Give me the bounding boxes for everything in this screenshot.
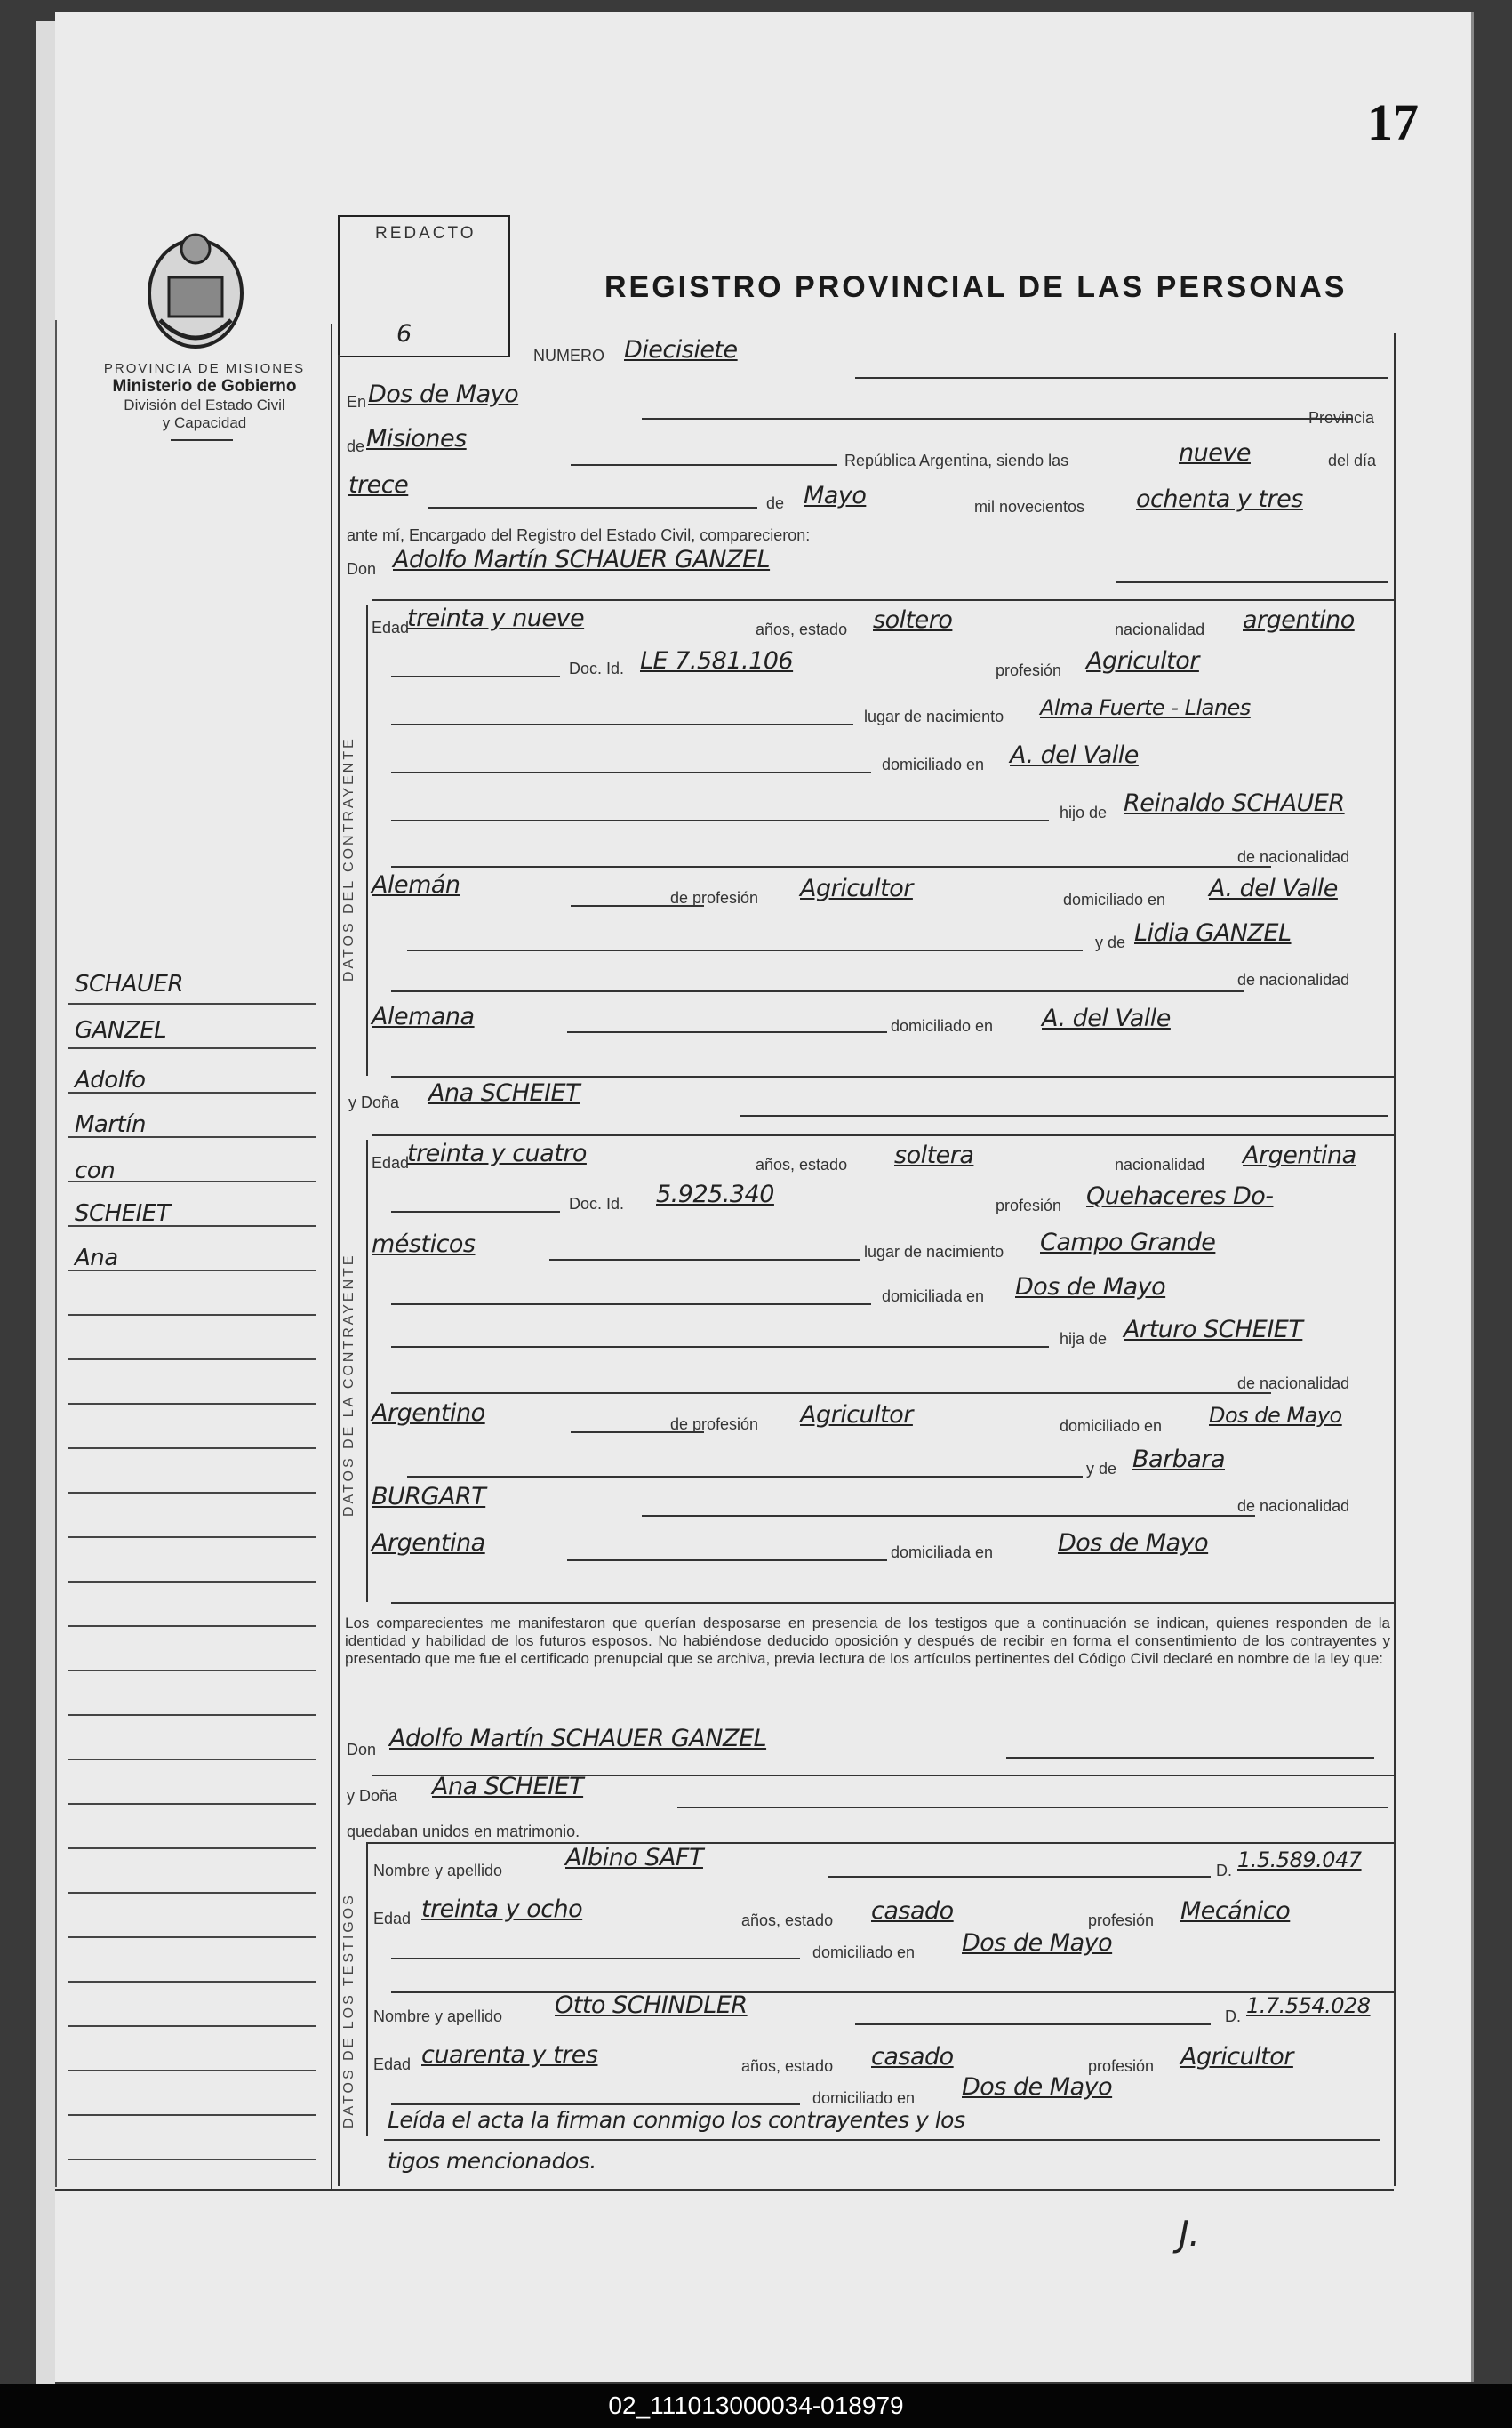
doc-value: LE 7.581.106 [640, 647, 794, 675]
fill-line [407, 1476, 1083, 1478]
madre-name: Lidia GANZEL [1134, 919, 1292, 947]
t2-doc-label: D. [1225, 2007, 1241, 2025]
t2-domicilio: Dos de Mayo [962, 2073, 1113, 2101]
document-page [55, 12, 1474, 2382]
margin-note-line: GANZEL [75, 1017, 167, 1044]
margin-note-line: Ana [75, 1245, 118, 1271]
doc-label: Doc. Id. [569, 660, 625, 677]
t1-doc: 1.5.589.047 [1237, 1847, 1362, 1872]
fill-line [828, 1876, 1211, 1878]
de-profesion-label: de profesión [670, 889, 759, 907]
t1-edad: treinta y ocho [421, 1895, 583, 1923]
padre-domicilio-label: domiciliado en [1060, 1417, 1163, 1435]
en-label: En [347, 393, 367, 411]
nacionalidad-value: Argentina [1243, 1142, 1356, 1169]
page-number: 17 [1367, 93, 1419, 151]
margin-border [55, 320, 57, 2187]
profesion-value: Quehaceres Do- [1086, 1182, 1274, 1210]
padre-profesion: Agricultor [800, 1401, 913, 1429]
madre-domicilio-label: domiciliada en [891, 1543, 994, 1561]
margin-rule [68, 1981, 316, 1983]
t2-profesion-label: profesión [1088, 2057, 1155, 2075]
fill-line [855, 2023, 1211, 2025]
t1-doc-label: D. [1216, 1862, 1232, 1879]
t2-nombre: Otto SCHINDLER [555, 1991, 748, 2019]
stamp-box [338, 215, 510, 357]
margin-rule [68, 1670, 316, 1671]
final-don-name: Adolfo Martín SCHAUER GANZEL [389, 1725, 767, 1752]
madre-name: Barbara [1132, 1446, 1225, 1473]
margin-note-line: con [75, 1158, 116, 1184]
lugar-nacimiento-value: Alma Fuerte - Llanes [1040, 695, 1251, 720]
margin-rule [68, 1447, 316, 1449]
margin-rule [68, 1847, 316, 1849]
fill-line [1006, 1757, 1374, 1759]
t2-domicilio-label: domiciliado en [812, 2089, 916, 2107]
fill-line [391, 1346, 1049, 1348]
t1-profesion-label: profesión [1088, 1911, 1155, 1929]
bottom-border [55, 2189, 1394, 2191]
margin-rule [68, 1803, 316, 1805]
padre-name: Arturo SCHEIET [1124, 1316, 1303, 1343]
nacionalidad-value: argentino [1243, 606, 1355, 634]
t1-nombre: Albino SAFT [565, 1844, 703, 1871]
t1-anios-estado: años, estado [741, 1911, 834, 1929]
final-dona-name: Ana SCHEIET [432, 1773, 584, 1800]
t2-edad: cuarenta y tres [421, 2041, 598, 2069]
estado-value: soltera [894, 1142, 974, 1169]
profesion-label: profesión [996, 1197, 1062, 1214]
margin-rule [68, 1892, 316, 1894]
office-division: División del Estado Civil [124, 397, 285, 413]
margin-rule [68, 2159, 316, 2160]
padre-profesion: Agricultor [800, 875, 913, 902]
margin-rule [68, 1936, 316, 1938]
file-id-bar [0, 2384, 1512, 2428]
margin-rule [68, 1759, 316, 1760]
file-id: 02_111013000034-018979 [608, 2392, 904, 2419]
contrayente-name: Adolfo Martín SCHAUER GANZEL [393, 546, 771, 573]
t1-domicilio-label: domiciliado en [812, 1943, 916, 1961]
fill-line [1116, 581, 1388, 583]
fill-line [391, 1392, 1271, 1394]
t1-nombre-label: Nombre y apellido [373, 1862, 503, 1879]
fill-line [391, 866, 1271, 868]
t2-estado: casado [871, 2043, 954, 2071]
t2-nombre-label: Nombre y apellido [373, 2007, 503, 2025]
profesion-value: Agricultor [1086, 647, 1199, 675]
margin-rule [68, 1581, 316, 1583]
margin-rule [68, 2114, 316, 2116]
block-border [366, 1140, 368, 1602]
margin-rule [68, 2025, 316, 2027]
t2-profesion: Agricultor [1180, 2043, 1293, 2071]
t2-anios-estado: años, estado [741, 2057, 834, 2075]
final-dona-label: y Doña [347, 1787, 398, 1805]
profesion-value-cont: mésticos [372, 1230, 476, 1258]
margin-rule [68, 1314, 316, 1316]
lugar-acto: Dos de Mayo [368, 381, 519, 408]
margin-note-line: Adolfo [75, 1067, 146, 1094]
signature-mark: J. [1179, 2214, 1200, 2255]
numero-label: NUMERO [533, 347, 604, 365]
de-mes-label: de [766, 494, 785, 512]
mil-nov-label: mil novecientos [974, 498, 1085, 516]
fill-line [391, 724, 853, 725]
madre-nacionalidad: Alemana [372, 1003, 475, 1030]
fill-line [391, 1602, 1394, 1604]
domicilio-label: domiciliado en [882, 756, 985, 773]
padre-nacionalidad: Argentino [372, 1399, 485, 1427]
main-left-border [338, 355, 340, 2186]
madre-domicilio: A. del Valle [1042, 1005, 1171, 1032]
y-de-label: y de [1095, 934, 1126, 951]
nacionalidad-label: nacionalidad [1115, 621, 1205, 638]
madre-name-cont: BURGART [372, 1483, 486, 1510]
padre-domicilio: A. del Valle [1209, 875, 1338, 902]
fill-line [677, 1807, 1388, 1808]
republica-label: República Argentina, siendo las [844, 452, 1069, 469]
fill-line [642, 1515, 1255, 1517]
margin-rule [68, 1225, 316, 1227]
doc-label: Doc. Id. [569, 1195, 625, 1213]
de-label: de [347, 437, 365, 455]
edad-label: Edad [372, 619, 410, 637]
y-de-label: y de [1086, 1460, 1117, 1478]
margin-note-line: SCHAUER [75, 971, 184, 998]
provincia-label: Provincia [1308, 409, 1375, 427]
fill-line [384, 2139, 1380, 2141]
closing-line-1: Leída el acta la firman conmigo los contrayentes y los [388, 2107, 965, 2133]
fill-line [391, 772, 871, 773]
padre-domicilio-label: domiciliado en [1063, 891, 1166, 909]
fill-line [549, 1259, 860, 1261]
anio-value: ochenta y tres [1136, 485, 1303, 513]
block-top [366, 1842, 1394, 1844]
final-don-label: Don [347, 1741, 377, 1759]
de-nacionalidad-label: de nacionalidad [1237, 1497, 1350, 1515]
lugar-nacimiento-label: lugar de nacimiento [864, 708, 1004, 725]
margin-rule [68, 2070, 316, 2071]
fill-line [391, 990, 1244, 992]
testigos-section-label: DATOS DE LOS TESTIGOS [341, 1893, 356, 2128]
fill-line [372, 599, 1394, 601]
dona-label: y Doña [348, 1094, 400, 1111]
padre-nacionalidad: Alemán [372, 871, 460, 899]
declaration-text: Los comparecientes me manifestaron que querían desposarse en presencia de los testigos que a continuación se indican, quienes responden de la identidad y habilidad de los futuros esposos. No habiéndose deducido oposición y después de recibir en forma el consentimiento de los contrayentes y presentado que me fue el certificado prenupcial que se archiva, previa lectura de los artículos pertinentes del Código Civil declaré en nombre de la ley que: [345, 1615, 1390, 1667]
fill-line [642, 418, 1353, 420]
margin-divider [331, 324, 332, 2191]
margin-rule [68, 1136, 316, 1138]
margin-rule [68, 1358, 316, 1360]
de-nacionalidad-label: de nacionalidad [1237, 1374, 1350, 1392]
margin-rule [68, 1047, 316, 1049]
mes-value: Mayo [804, 482, 867, 509]
t1-estado: casado [871, 1897, 954, 1925]
t1-edad-label: Edad [373, 1910, 412, 1927]
edad-value: treinta y nueve [407, 605, 585, 632]
domicilio-value: Dos de Mayo [1015, 1273, 1166, 1301]
de-profesion-label: de profesión [670, 1415, 759, 1433]
office-capacity: y Capacidad [162, 414, 247, 431]
madre-nacionalidad: Argentina [372, 1529, 485, 1557]
hijo-de-label: hijo de [1060, 804, 1108, 821]
margin-rule [68, 1492, 316, 1494]
closing-line-2: tigos mencionados. [388, 2148, 596, 2174]
lugar-nacimiento-value: Campo Grande [1040, 1229, 1216, 1256]
fill-line [391, 2103, 800, 2105]
margin-rule [68, 1536, 316, 1538]
contrayente2-section-label: DATOS DE LA CONTRAYENTE [341, 1253, 356, 1517]
stamp-mark: 6 [396, 320, 412, 348]
fill-line [391, 820, 1049, 821]
margin-rule [68, 1403, 316, 1405]
hija-de-label: hija de [1060, 1330, 1108, 1348]
t2-edad-label: Edad [373, 2055, 412, 2073]
margin-rule [68, 1270, 316, 1271]
padre-domicilio: Dos de Mayo [1209, 1403, 1342, 1428]
fill-line [391, 1991, 1394, 1993]
fill-line [428, 507, 757, 509]
fill-line [740, 1115, 1388, 1117]
block-border [366, 605, 368, 1076]
margin-rule [68, 1625, 316, 1627]
anios-estado-label: años, estado [756, 1156, 848, 1174]
margin-rule [68, 1092, 316, 1094]
don-label: Don [347, 560, 377, 578]
provincia-value: Misiones [366, 425, 467, 453]
fill-line [571, 464, 837, 466]
domicilio-label: domiciliada en [882, 1287, 985, 1305]
de-nacionalidad-label: de nacionalidad [1237, 971, 1350, 989]
fill-line [855, 377, 1388, 379]
margin-rule [68, 1003, 316, 1005]
fill-line [391, 676, 560, 677]
margin-note-line: SCHEIET [75, 1200, 171, 1227]
edad-value: treinta y cuatro [407, 1140, 587, 1167]
t1-profesion: Mecánico [1180, 1897, 1291, 1925]
t2-doc: 1.7.554.028 [1246, 1993, 1371, 2018]
fill-line [391, 1958, 800, 1959]
margin-note-line: Martín [75, 1111, 146, 1138]
divider [171, 439, 233, 441]
t1-domicilio: Dos de Mayo [962, 1929, 1113, 1957]
profesion-label: profesión [996, 661, 1062, 679]
del-dia-label: del día [1328, 452, 1377, 469]
domicilio-value: A. del Valle [1010, 741, 1139, 769]
fill-line [567, 1559, 887, 1561]
estado-value: soltero [873, 606, 953, 634]
margin-rule [68, 1714, 316, 1716]
doc-value: 5.925.340 [656, 1181, 774, 1208]
numero-value: Diecisiete [624, 336, 738, 364]
office-ministry: Ministerio de Gobierno [112, 377, 297, 396]
fill-line [391, 1076, 1394, 1078]
fill-line [407, 950, 1083, 951]
coat-of-arms-seal [142, 222, 249, 354]
horas-value: nueve [1179, 439, 1251, 467]
office-province: PROVINCIA DE MISIONES [103, 361, 306, 376]
padre-name: Reinaldo SCHAUER [1124, 789, 1345, 817]
fill-line [391, 1211, 560, 1213]
lugar-nacimiento-label: lugar de nacimiento [864, 1243, 1004, 1261]
dia-value: trece [348, 471, 409, 499]
main-right-border [1394, 333, 1396, 2186]
fill-line [567, 1031, 887, 1033]
contrayente2-name: Ana SCHEIET [428, 1079, 580, 1107]
fill-line [391, 1303, 871, 1305]
anios-estado-label: años, estado [756, 621, 848, 638]
ante-text: ante mí, Encargado del Registro del Estado Civil, comparecieron: [347, 526, 811, 544]
madre-domicilio: Dos de Mayo [1058, 1529, 1209, 1557]
nacionalidad-label: nacionalidad [1115, 1156, 1205, 1174]
register-title: REGISTRO PROVINCIAL DE LAS PERSONAS [604, 270, 1348, 304]
madre-domicilio-label: domiciliado en [891, 1017, 994, 1035]
margin-rule [68, 1181, 316, 1182]
block-border [366, 1842, 368, 2136]
unidos-text: quedaban unidos en matrimonio. [347, 1823, 580, 1840]
contrayente-section-label: DATOS DEL CONTRAYENTE [341, 736, 356, 982]
edad-label: Edad [372, 1154, 410, 1172]
de-nacionalidad-label: de nacionalidad [1237, 848, 1350, 866]
fill-line [372, 1134, 1394, 1136]
stamp-label: REDACTO [375, 224, 476, 243]
